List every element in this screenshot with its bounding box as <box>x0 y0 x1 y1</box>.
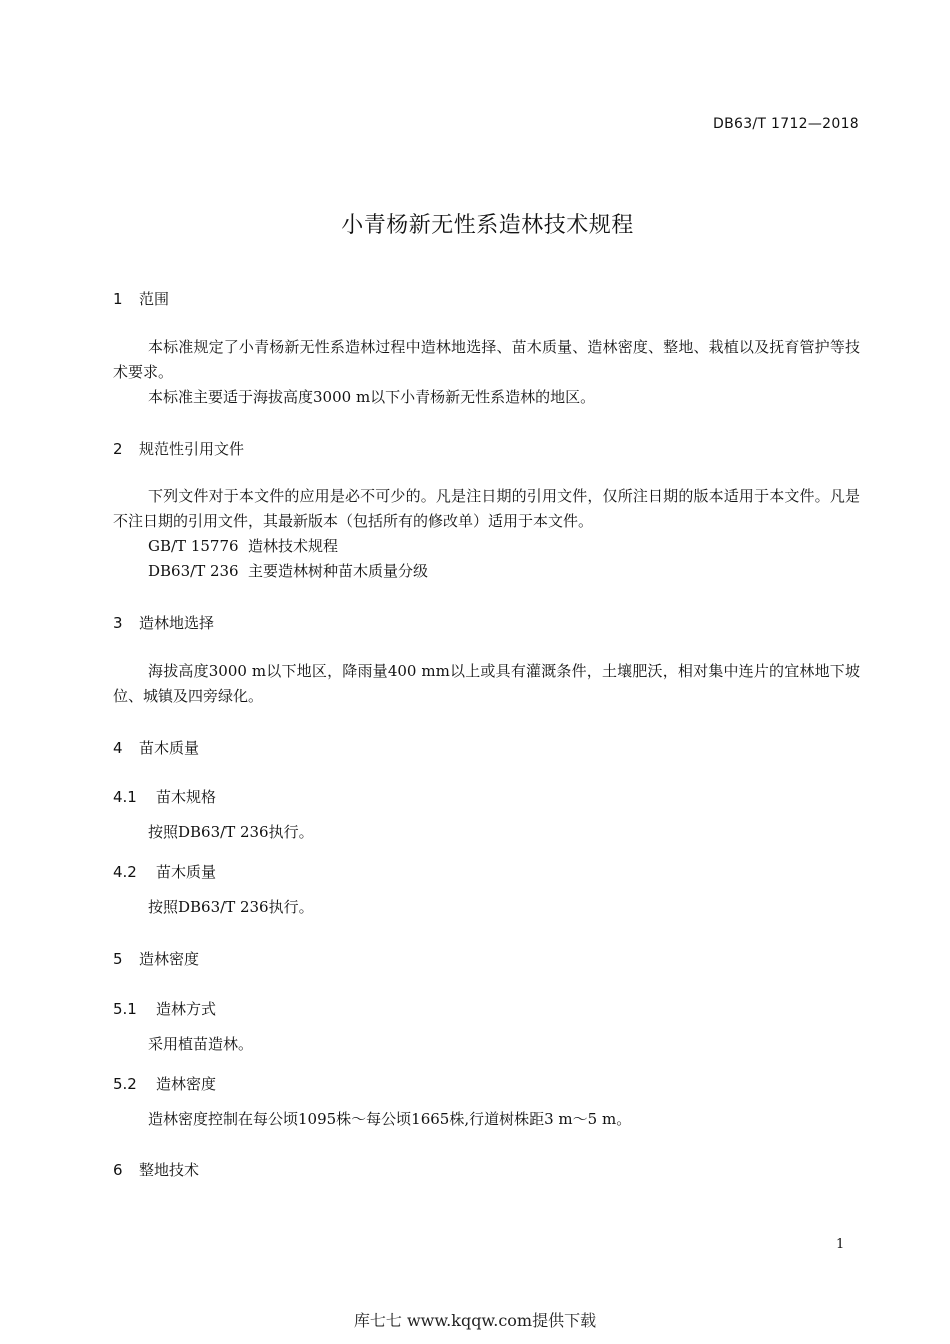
subsection-5-2-text: 造林密度控制在每公顷1095株～每公顷1665株,行道树株距3 m～5 m。 <box>148 1110 632 1128</box>
section-1-paragraph-2: 本标准主要适于海拔高度3000 m以下小青杨新无性系造林的地区。 <box>148 388 596 406</box>
reference-title: 主要造林树种苗木质量分级 <box>248 562 429 580</box>
reference-title: 造林技术规程 <box>248 537 339 555</box>
section-number: 2 <box>113 440 123 458</box>
section-title: 规范性引用文件 <box>139 440 245 458</box>
subsection-5-1-text: 采用植苗造林。 <box>148 1035 254 1053</box>
section-number: 4 <box>113 739 123 757</box>
subsection-4-1-text: 按照DB63/T 236执行。 <box>148 823 314 841</box>
subsection-4-2-text: 按照DB63/T 236执行。 <box>148 898 314 916</box>
section-title: 造林地选择 <box>139 614 215 632</box>
section-number: 5 <box>113 950 123 968</box>
section-3-paragraph-1: 海拔高度3000 m以下地区，降雨量400 mm以上或具有灌溉条件，土壤肥沃，相对集中连片的宜林地下坡位、城镇及四旁绿化。 <box>113 662 860 705</box>
subsection-4-1-heading <box>113 786 216 807</box>
subsection-title: 造林方式 <box>156 1000 217 1018</box>
section-3-heading <box>113 612 214 633</box>
section-5-heading <box>113 948 199 969</box>
section-2-heading <box>113 438 244 459</box>
subsection-title: 苗木质量 <box>156 863 217 881</box>
reference-item <box>148 534 338 559</box>
subsection-number: 5.2 <box>113 1075 137 1093</box>
section-title: 苗木质量 <box>139 739 200 757</box>
section-title: 范围 <box>139 290 170 308</box>
page-number: 1 <box>836 1237 845 1252</box>
subsection-4-2-heading <box>113 861 216 882</box>
section-2-paragraph-1: 下列文件对于本文件的应用是必不可少的。凡是注日期的引用文件，仅所注日期的版本适用于本文件。凡是不注日期的引用文件，其最新版本（包括所有的修改单）适用于本文件。 <box>113 487 860 530</box>
reference-code: DB63/T 236 <box>148 562 239 580</box>
section-title: 整地技术 <box>139 1161 200 1179</box>
section-1-paragraph-1: 本标准规定了小青杨新无性系造林过程中造林地选择、苗木质量、造林密度、整地、栽植以及抚育管护等技术要求。 <box>113 338 860 381</box>
reference-item <box>148 559 428 584</box>
section-1-heading <box>113 288 169 309</box>
section-title: 造林密度 <box>139 950 200 968</box>
subsection-5-1-heading <box>113 998 216 1019</box>
subsection-5-2-heading <box>113 1073 216 1094</box>
subsection-number: 4.1 <box>113 788 137 806</box>
section-number: 3 <box>113 614 123 632</box>
subsection-number: 5.1 <box>113 1000 137 1018</box>
section-6-heading <box>113 1159 199 1180</box>
section-number: 6 <box>113 1161 123 1179</box>
page-title: 小青杨新无性系造林技术规程 <box>341 213 634 238</box>
subsection-title: 苗木规格 <box>156 788 217 806</box>
section-4-heading <box>113 737 199 758</box>
standard-code: DB63/T 1712—2018 <box>713 116 859 132</box>
download-footer: 库七七 www.kqqw.com提供下载 <box>353 1311 597 1330</box>
reference-code: GB/T 15776 <box>148 537 239 555</box>
subsection-title: 造林密度 <box>156 1075 217 1093</box>
section-number: 1 <box>113 290 123 308</box>
subsection-number: 4.2 <box>113 863 137 881</box>
